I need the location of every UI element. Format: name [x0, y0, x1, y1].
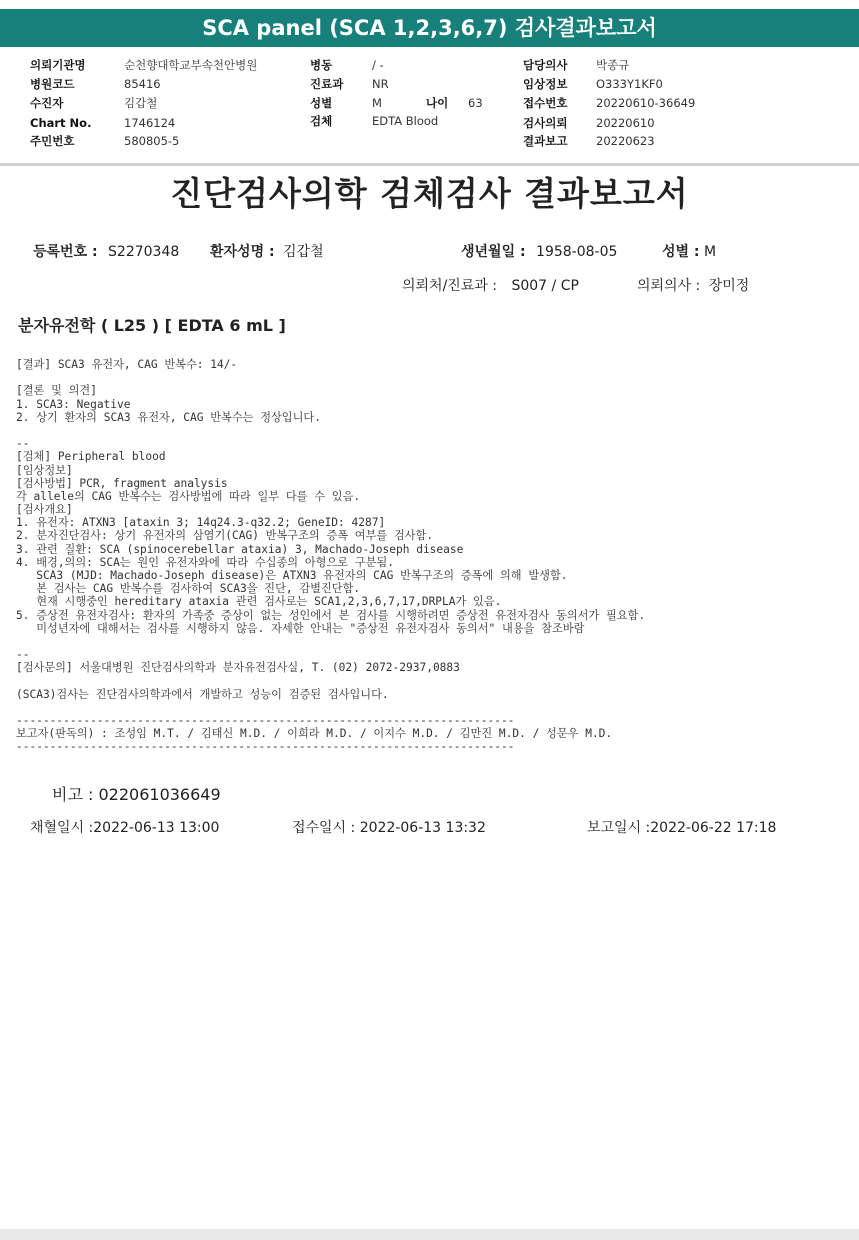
report-line: [결과] SCA3 유전자, CAG 반복수: 14/- [16, 358, 238, 371]
header-label: 검사의뢰 [523, 116, 568, 130]
report-line: 2. 상기 환자의 SCA3 유전자, CAG 반복수는 정상입니다. [16, 410, 321, 424]
sex-value: M [703, 244, 717, 260]
dob-value: 1958-08-05 [536, 244, 618, 260]
request-info-header [0, 56, 859, 152]
report-line: SCA3 (MJD: Machado-Joseph disease)은 ATXN3 유전자의 CAG 반복구조의 증폭에 의해 발생함. [16, 569, 568, 582]
report-line: 각 allele의 CAG 반복수는 검사방법에 따라 일부 다를 수 있음. [16, 489, 361, 503]
header-label: 주민번호 [30, 134, 75, 148]
report-line: 미성년자에 대해서는 검사를 시행하지 않음. 자세한 안내는 "증상전 유전자검사 동의서" 내용을 참조바람 [16, 621, 585, 635]
remarks-value: 022061036649 [98, 785, 221, 804]
report-line [16, 424, 846, 437]
header-value: 박종규 [596, 58, 630, 72]
date-of-birth [461, 241, 617, 261]
sex-label: 성별 : [662, 244, 700, 260]
report-line: [검사문의] 서울대병원 진단검사의학과 분자유전검사실, T. (02) 2072-2937,0883 [16, 661, 460, 675]
department-label: 의뢰처/진료과 : [402, 278, 498, 294]
registration-label: 등록번호 : [33, 244, 98, 260]
report-line [16, 371, 846, 384]
header-label: Chart No. [30, 116, 92, 130]
header-value: 20220610-36649 [596, 96, 696, 110]
collection-datetime [30, 817, 219, 837]
header-label: 담당의사 [523, 58, 568, 72]
report-title-bar [0, 9, 859, 47]
report-line: -- [16, 437, 30, 451]
dob-label: 생년월일 : [461, 244, 526, 260]
header-value: NR [372, 77, 389, 91]
report-line: [검사개요] [16, 503, 73, 517]
age-value: 63 [468, 96, 483, 110]
remarks [52, 782, 221, 805]
report-line: 2. 분자진단검사: 상기 유전자의 삼염기(CAG) 반복구조의 증폭 여부를 검사함. [16, 529, 434, 543]
header-value: / - [372, 58, 384, 72]
header-value: 1746124 [124, 116, 176, 130]
patient-sex [662, 241, 716, 261]
report-line: [검체] Peripheral blood [16, 450, 166, 464]
report-line: [검사방법] PCR, fragment analysis [16, 476, 228, 490]
report-line [16, 675, 846, 688]
report-body [16, 358, 846, 754]
header-value: 20220610 [596, 116, 655, 130]
header-label: 병원코드 [30, 77, 75, 91]
report-line: (SCA3)검사는 진단검사의학과에서 개발하고 성능이 검증된 검사입니다. [16, 687, 389, 701]
header-value: 580805-5 [124, 134, 180, 148]
header-value: O333Y1KF0 [596, 77, 663, 91]
collection-value: 2022-06-13 13:00 [93, 820, 220, 836]
collection-label: 채혈일시 : [30, 820, 94, 836]
doctor-value: 장미정 [708, 278, 750, 294]
report-line: [결론 및 의견] [16, 384, 97, 398]
requesting-department [402, 275, 579, 295]
report-line: 본 검사는 CAG 반복수를 검사하여 SCA3을 진단, 감별진단함. [16, 582, 361, 596]
footer-bar [0, 1229, 859, 1240]
report-line: 5. 증상전 유전자검사: 환자의 가족중 증상이 없는 성인에서 본 검사를 시행하려면 증상전 유전자검사 동의서가 필요함. [16, 608, 646, 622]
patient-name [210, 241, 324, 261]
report-line: 1. SCA3: Negative [16, 397, 131, 411]
header-label: 성별 [310, 96, 333, 110]
report-line [16, 701, 846, 714]
report-line: -------------------------------------------------------------------------- [16, 740, 515, 754]
requesting-doctor [637, 275, 749, 295]
report-line: -------------------------------------------------------------------------- [16, 714, 515, 728]
report-date-value: 2022-06-22 17:18 [650, 820, 777, 836]
report-datetime [587, 817, 776, 837]
header-label: 검체 [310, 114, 333, 128]
report-title: SCA panel (SCA 1,2,3,6,7) 검사결과보고서 [202, 16, 657, 40]
header-value: 김갑철 [124, 96, 158, 110]
report-date-label: 보고일시 : [587, 820, 651, 836]
header-label: 진료과 [310, 77, 344, 91]
report-line: 보고자(판독의) : 조성임 M.T. / 김태신 M.D. / 이희라 M.D. / 이지수 M.D. / 김만진 M.D. / 성문우 M.D. [16, 727, 613, 741]
header-divider [0, 163, 859, 166]
patient-name-value: 김갑철 [283, 244, 324, 260]
header-label: 의뢰기관명 [30, 58, 86, 72]
receipt-datetime [292, 817, 486, 837]
header-value: 순천향대학교부속천안병원 [124, 58, 258, 72]
header-label: 병동 [310, 58, 333, 72]
doctor-label: 의뢰의사 : [637, 278, 701, 294]
header-value: M [372, 96, 382, 110]
registration-number [33, 241, 179, 261]
report-line: 4. 배경,의의: SCA는 원인 유전자와에 따라 수십종의 아형으로 구분됨. [16, 555, 394, 569]
report-line: 3. 관련 질환: SCA (spinocerebellar ataxia) 3, Machado-Joseph disease [16, 542, 464, 556]
header-label: 임상정보 [523, 77, 568, 91]
header-value: EDTA Blood [372, 114, 439, 128]
header-value: 20220623 [596, 134, 655, 148]
department-value: S007 / CP [511, 278, 579, 294]
header-label: 결과보고 [523, 134, 568, 148]
report-line: 현재 시행중인 hereditary ataxia 관련 검사로는 SCA1,2,3,6,7,17,DRPLA가 있음. [16, 595, 502, 609]
receipt-label: 접수일시 : [292, 820, 356, 836]
registration-value: S2270348 [108, 244, 180, 260]
age-label: 나이 [426, 96, 449, 110]
header-value: 85416 [124, 77, 161, 91]
header-label: 접수번호 [523, 96, 568, 110]
patient-name-label: 환자성명 : [210, 244, 275, 260]
report-line: -- [16, 648, 30, 662]
report-line: [임상정보] [16, 463, 73, 477]
section-title: 분자유전학 ( L25 ) [ EDTA 6 mL ] [18, 316, 286, 335]
report-line: 1. 유전자: ATXN3 [ataxin 3; 14q24.3-q32.2; GeneID: 4287] [16, 516, 386, 530]
remarks-label: 비고 : [52, 785, 94, 804]
report-line [16, 635, 846, 648]
document-title: 진단검사의학 검체검사 결과보고서 [170, 174, 689, 213]
header-label: 수진자 [30, 96, 64, 110]
receipt-value: 2022-06-13 13:32 [359, 820, 486, 836]
